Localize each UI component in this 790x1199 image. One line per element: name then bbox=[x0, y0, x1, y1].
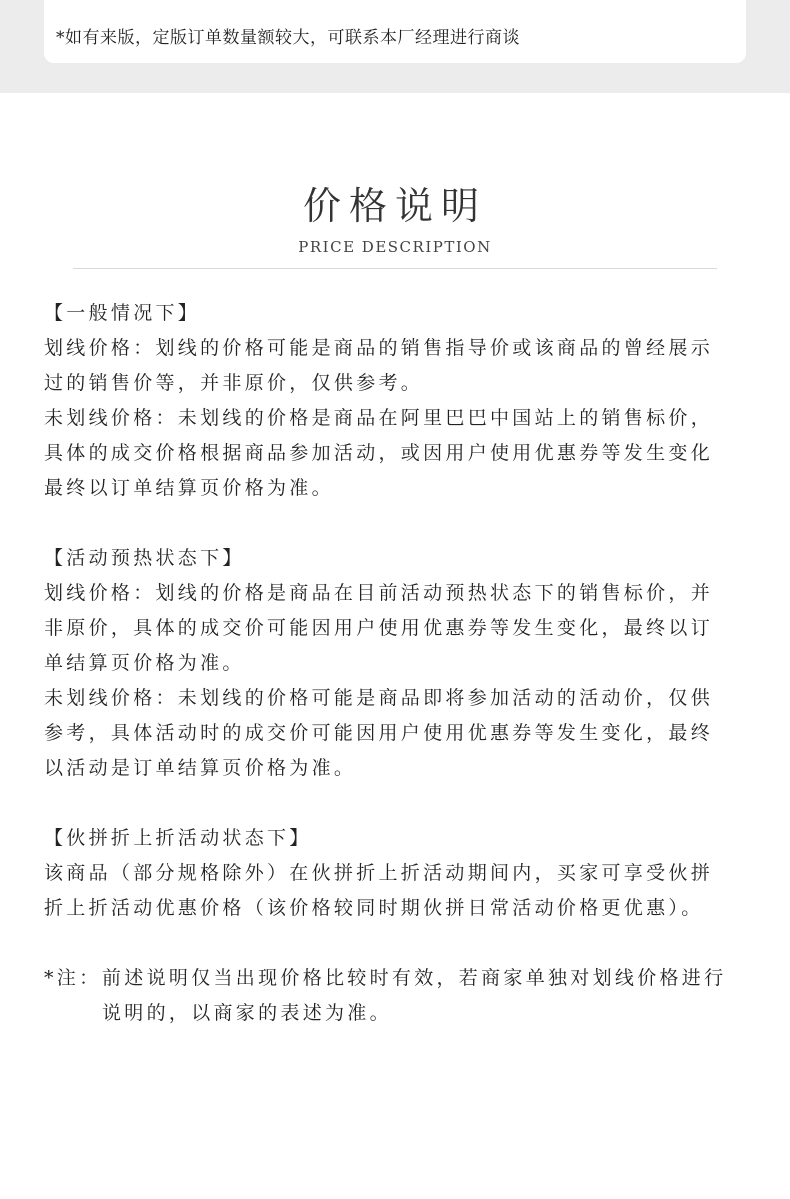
paragraph-line: 单结算页价格为准。 bbox=[44, 652, 245, 674]
top-band bbox=[0, 0, 790, 93]
page-subtitle: PRICE DESCRIPTION bbox=[298, 238, 492, 256]
footnote-line: 说明的，以商家的表述为准。 bbox=[102, 1002, 392, 1024]
paragraph-line: 划线价格：划线的价格可能是商品的销售指导价或该商品的曾经展示 bbox=[44, 337, 714, 359]
paragraph-line: 以活动是订单结算页价格为准。 bbox=[44, 757, 357, 779]
section-heading: 【伙拼折上折活动状态下】 bbox=[44, 827, 312, 849]
section-heading: 【活动预热状态下】 bbox=[44, 547, 245, 569]
paragraph-line: 最终以订单结算页价格为准。 bbox=[44, 477, 334, 499]
footnote-line: 前述说明仅当出现价格比较时有效，若商家单独对划线价格进行 bbox=[102, 967, 727, 989]
section-general bbox=[44, 296, 746, 506]
footnote-label: *注： bbox=[44, 967, 102, 989]
paragraph-line: 参考，具体活动时的成交价可能因用户使用优惠券等发生变化，最终 bbox=[44, 722, 714, 744]
footnote-indent bbox=[44, 996, 102, 1031]
notice-text: *如有来版，定版订单数量额较大，可联系本厂经理进行商谈 bbox=[56, 28, 520, 48]
paragraph-line: 该商品（部分规格除外）在伙拼折上折活动期间内，买家可享受伙拼 bbox=[44, 862, 714, 884]
footnote-row bbox=[44, 996, 754, 1031]
footnote-row bbox=[44, 961, 754, 996]
title-divider bbox=[73, 268, 717, 269]
notice-card bbox=[44, 0, 746, 63]
paragraph-line: 未划线价格：未划线的价格可能是商品即将参加活动的活动价，仅供 bbox=[44, 687, 714, 709]
paragraph-line: 划线价格：划线的价格是商品在目前活动预热状态下的销售标价，并 bbox=[44, 582, 714, 604]
paragraph-line: 具体的成交价格根据商品参加活动，或因用户使用优惠券等发生变化 bbox=[44, 442, 714, 464]
price-description-content bbox=[44, 296, 746, 961]
paragraph-line: 非原价，具体的成交价可能因用户使用优惠券等发生变化，最终以订 bbox=[44, 617, 714, 639]
page-title: 价格说明 bbox=[302, 184, 487, 228]
paragraph-line: 未划线价格：未划线的价格是商品在阿里巴巴中国站上的销售标价， bbox=[44, 407, 714, 429]
paragraph-line: 过的销售价等，并非原价，仅供参考。 bbox=[44, 372, 424, 394]
section-group-discount bbox=[44, 821, 746, 926]
section-preheat bbox=[44, 541, 746, 786]
section-heading: 【一般情况下】 bbox=[44, 302, 201, 324]
paragraph-line: 折上折活动优惠价格（该价格较同时期伙拼日常活动价格更优惠）。 bbox=[44, 897, 704, 919]
footnote bbox=[44, 961, 754, 1031]
